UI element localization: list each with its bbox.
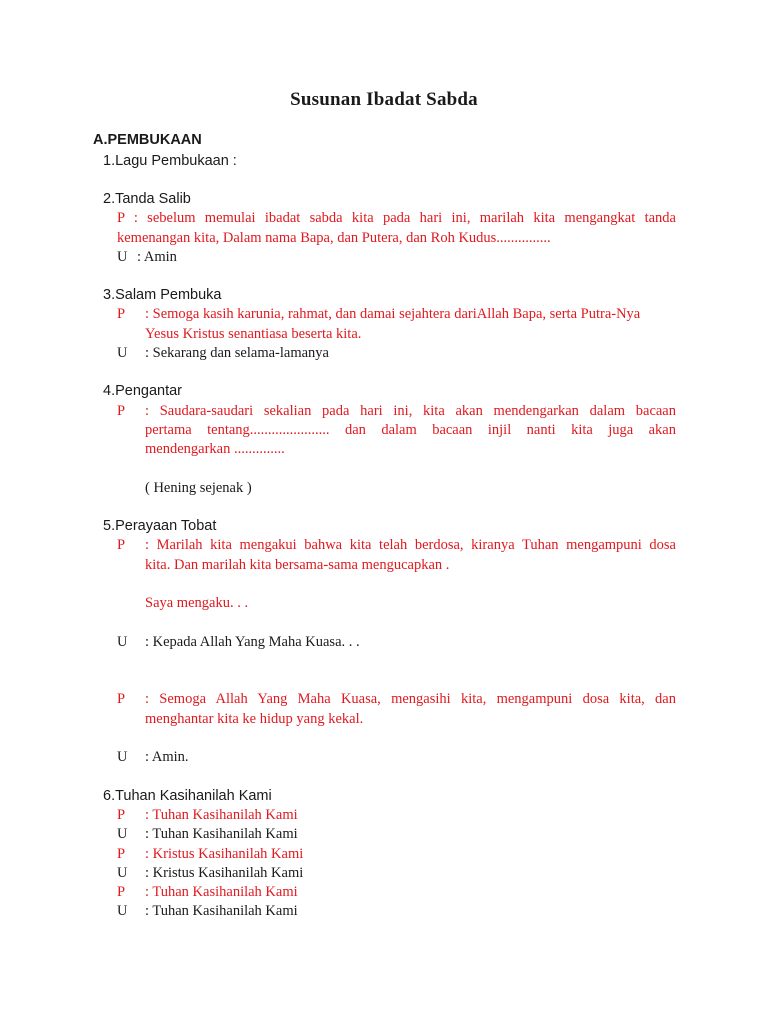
people-tag: U: [117, 345, 128, 361]
priest-tag: P: [117, 884, 126, 900]
saya-mengaku: Saya mengaku. . .: [145, 595, 249, 611]
kyrie-row-text: : Tuhan Kasihanilah Kami: [145, 826, 298, 842]
pengantar-p-line-2: pertama tentang...................... dan dalam bacaan injil nanti kita juga akan: [145, 422, 676, 438]
tobat-p1-line-2: kita. Dan marilah kita bersama-sama mengucapkan .: [145, 557, 450, 573]
people-tag: U: [117, 749, 128, 765]
kyrie-row-text: : Tuhan Kasihanilah Kami: [145, 884, 298, 900]
tobat-p1-line-1: : Marilah kita mengakui bahwa kita telah berdosa, kiranya Tuhan mengampuni dosa: [145, 537, 676, 553]
people-tag: U: [117, 634, 128, 650]
tobat-u1-text: : Kepada Allah Yang Maha Kuasa. . .: [145, 634, 360, 650]
section-heading: A.PEMBUKAAN: [93, 132, 202, 148]
kyrie-row-text: : Tuhan Kasihanilah Kami: [145, 903, 298, 919]
tanda-salib-p-line-1: P : sebelum memulai ibadat sabda kita pada hari ini, marilah kita mengangkat tanda: [117, 210, 676, 226]
tobat-p2-line-2: menghantar kita ke hidup yang kekal.: [145, 711, 364, 727]
salam-u-text: : Sekarang dan selama-lamanya: [145, 345, 329, 361]
people-tag: U: [117, 826, 128, 842]
item-salam-pembuka-heading: 3.Salam Pembuka: [103, 287, 222, 303]
salam-p-line-1: : Semoga kasih karunia, rahmat, dan damai sejahtera dariAllah Bapa, serta Putra-Nya: [145, 306, 641, 322]
item-pengantar-heading: 4.Pengantar: [103, 383, 183, 399]
tanda-salib-p-line-2: kemenangan kita, Dalam nama Bapa, dan Putera, dan Roh Kudus...............: [117, 230, 551, 246]
item-lagu-pembukaan: 1.Lagu Pembukaan :: [103, 153, 237, 169]
people-tag: U: [117, 903, 128, 919]
document-title: Susunan Ibadat Sabda: [290, 89, 478, 110]
pengantar-p-line-3: mendengarkan ..............: [145, 441, 285, 457]
people-tag: U: [117, 249, 128, 265]
item-tanda-salib-heading: 2.Tanda Salib: [103, 191, 191, 207]
priest-tag: P: [117, 807, 126, 823]
tanda-salib-u-text: : Amin: [137, 249, 177, 265]
item-kasihanilah-heading: 6.Tuhan Kasihanilah Kami: [103, 788, 272, 804]
priest-tag: P: [117, 691, 126, 707]
kyrie-row-text: : Kristus Kasihanilah Kami: [145, 846, 304, 862]
hening-sejenak: ( Hening sejenak ): [145, 480, 252, 496]
tobat-u2-text: : Amin.: [145, 749, 189, 765]
salam-p-line-2: Yesus Kristus senantiasa beserta kita.: [145, 326, 362, 342]
kyrie-row-text: : Tuhan Kasihanilah Kami: [145, 807, 298, 823]
item-perayaan-tobat-heading: 5.Perayaan Tobat: [103, 518, 217, 534]
priest-tag: P: [117, 403, 126, 419]
priest-tag: P: [117, 846, 126, 862]
pengantar-p-line-1: : Saudara-saudari sekalian pada hari ini, kita akan mendengarkan dalam bacaan: [145, 403, 676, 419]
tobat-p2-line-1: : Semoga Allah Yang Maha Kuasa, mengasihi kita, mengampuni dosa kita, dan: [145, 691, 676, 707]
priest-tag: P: [117, 306, 126, 322]
kyrie-row-text: : Kristus Kasihanilah Kami: [145, 865, 304, 881]
priest-tag: P: [117, 537, 126, 553]
people-tag: U: [117, 865, 128, 881]
